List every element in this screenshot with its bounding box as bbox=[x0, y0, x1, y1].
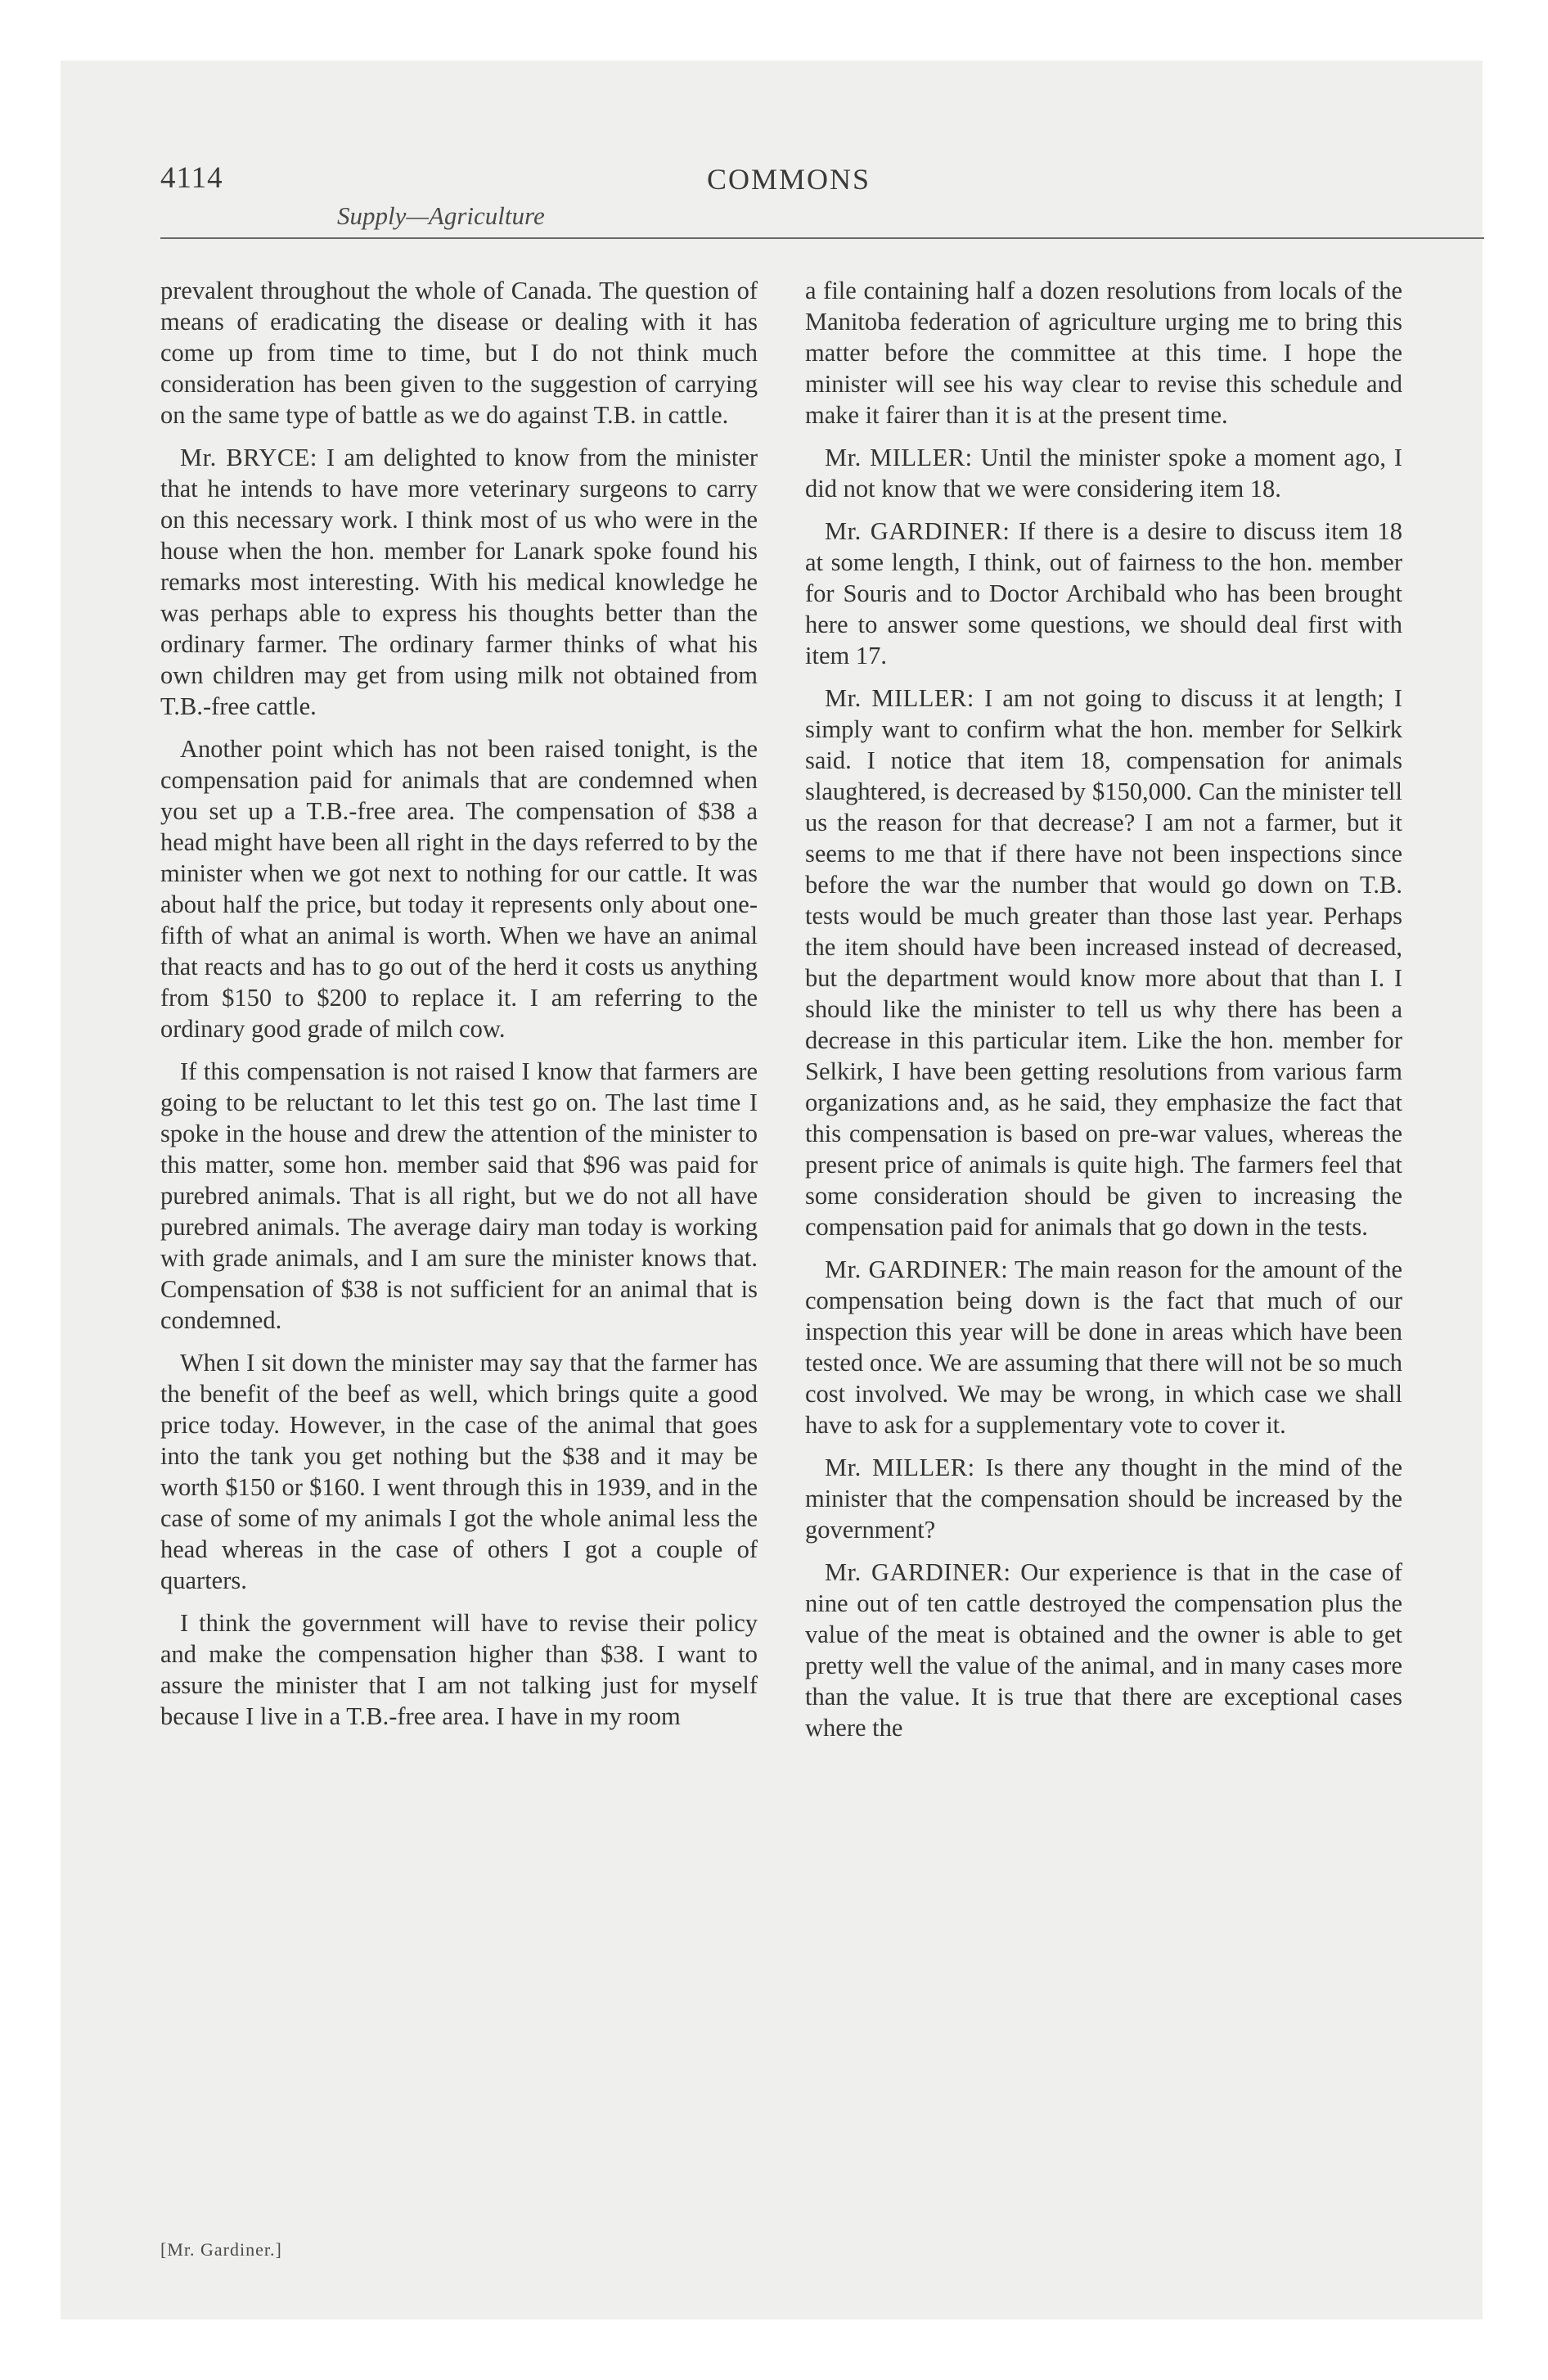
speech-text: The main reason for the amount of the compensation being down is the fact that much of our inspection this year will be done in areas which have been tested once. We are assuming that there will not be so much cost involved. We may be wrong, in which case we shall have to ask for a supplementary vote to cover it. bbox=[805, 1255, 1403, 1439]
left-column bbox=[160, 275, 758, 1743]
speech-text: Until the minister spoke a moment ago, I did not know that we were considering item 18. bbox=[805, 444, 1403, 503]
paragraph bbox=[805, 516, 1402, 671]
speaker-name: Mr. MILLER: bbox=[825, 444, 973, 471]
paragraph: Another point which has not been raised tonight, is the compensation paid for animals that are condemned when you set up a T.B.-free area. The compensation of $38 a head might have been all right in the days referred to by the minister when we got next to nothing for our cattle. It was about half the price, but today it represents only about one-fifth of what an animal is worth. When we have an animal that reacts and has to go out of the herd it costs us anything from $150 to $200 to replace it. I am referring to the ordinary good grade of milch cow. bbox=[160, 735, 758, 1043]
speech-text: Our experience is that in the case of nine out of ten cattle destroyed the compensation plus the value of the meat is obtained and the owner is able to get pretty well the value of the animal, and in many cases more than the value. It is true that there are exceptional cases where the bbox=[805, 1558, 1403, 1742]
paragraph bbox=[805, 1452, 1402, 1545]
speech-text: Is there any thought in the mind of the minister that the compensation should be increased by the government? bbox=[805, 1454, 1402, 1544]
speech-text: I am not going to discuss it at length; I simply want to confirm what the hon. member for Selkirk said. I notice that item 18, compensation for animals slaughtered, is decreased by $150,000. Can the minister tell us the reason for that decrease? I am not a farmer, but it seems to me that if there have not been inspections since before the war the number that would go down on T.B. tests would be much greater than those last year. Perhaps the item should have been increased instead of decreased, but the department would know more about that than I. I should like the minister to tell us why there has been a decrease in this particular item. Like the hon. member for Selkirk, I have been getting resolutions from various farm organizations and, as he said, they emphasize the fact that this compensation is based on pre-war values, whereas the present price of animals is quite high. The farmers feel that some consideration should be given to increasing the compensation paid for animals that go down in the tests. bbox=[805, 684, 1402, 1241]
paragraph: When I sit down the minister may say that the farmer has the benefit of the beef as well, which brings quite a good price today. However, in the case of the animal that goes into the tank you get nothing but the $38 and it may be worth $150 or $160. I went through this in 1939, and in the case of some of my animals I got the whole animal less the head whereas in the case of others I got a couple of quarters. bbox=[160, 1349, 758, 1594]
paragraph bbox=[805, 683, 1402, 1242]
paragraph: prevalent throughout the whole of Canada. The question of means of eradicating the disease or dealing with it has come up from time to time, but I do not think much consideration has been given to the suggestion of carrying on the same type of battle as we do against T.B. in cattle. bbox=[160, 277, 758, 429]
speaker-name: Mr. MILLER: bbox=[825, 1454, 975, 1481]
speaker-name: Mr. GARDINER: bbox=[825, 517, 1010, 545]
paragraph bbox=[160, 442, 758, 722]
page-number: 4114 bbox=[160, 161, 223, 195]
paragraph bbox=[805, 1254, 1402, 1440]
speech-text: If there is a desire to discuss item 18 at some length, I think, out of fairness to the hon. member for Souris and to Doctor Archibald who has been brought here to answer some questions, we should deal first with item 17. bbox=[805, 517, 1402, 669]
journal-title: COMMONS bbox=[707, 163, 871, 196]
header-rule bbox=[160, 237, 1484, 239]
paragraph bbox=[805, 1557, 1402, 1743]
footer-speaker-note: [Mr. Gardiner.] bbox=[160, 2239, 282, 2260]
paragraph: a file containing half a dozen resolutions from locals of the Manitoba federation of agriculture urging me to bring this matter before the committee at this time. I hope the minister will see his way clear to revise this schedule and make it fairer than it is at the present time. bbox=[805, 277, 1402, 429]
speech-text: I am delighted to know from the minister that he intends to have more veterinary surgeons to carry on this necessary work. I think most of us who were in the house when the hon. member for Lanark spoke found his remarks most interesting. With his medical knowledge he was perhaps able to express his thoughts better than the ordinary farmer. The ordinary farmer thinks of what his own children may get from using milk not obtained from T.B.-free cattle. bbox=[160, 444, 758, 720]
speaker-name: Mr. GARDINER: bbox=[825, 1558, 1011, 1586]
speaker-name: Mr. GARDINER: bbox=[825, 1255, 1009, 1283]
right-column bbox=[805, 275, 1402, 1755]
document-page bbox=[61, 61, 1483, 2319]
paragraph: If this compensation is not raised I know that farmers are going to be reluctant to let this test go on. The last time I spoke in the house and drew the attention of the minister to this matter, some hon. member said that $96 was paid for purebred animals. That is all right, but we do not all have purebred animals. The average dairy man today is working with grade animals, and I am sure the minister knows that. Compensation of $38 is not sufficient for an animal that is condemned. bbox=[160, 1057, 758, 1334]
speaker-name: Mr. MILLER: bbox=[825, 684, 974, 712]
section-title: Supply—Agriculture bbox=[337, 201, 545, 230]
paragraph bbox=[805, 442, 1402, 504]
page-header bbox=[61, 61, 1483, 249]
speaker-name: Mr. BRYCE: bbox=[180, 444, 317, 471]
paragraph: I think the government will have to revise their policy and make the compensation higher than $38. I want to assure the minister that I am not talking just for myself because I live in a T.B.-free area. I have in my room bbox=[160, 1609, 758, 1730]
